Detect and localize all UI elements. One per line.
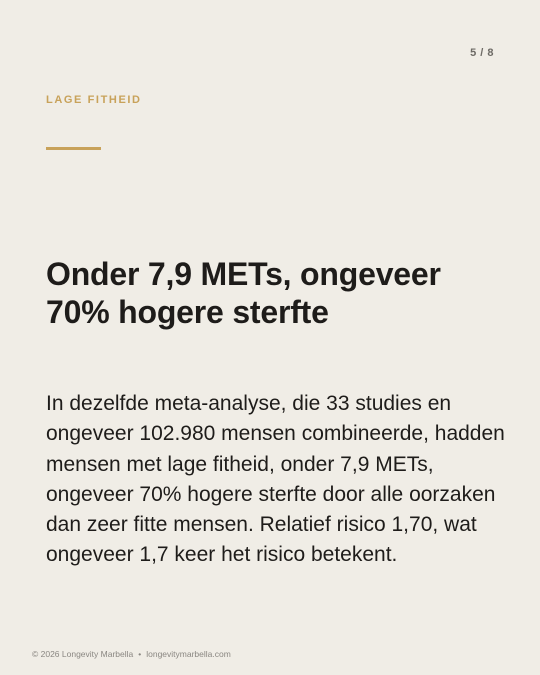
- footer-separator: •: [138, 649, 142, 659]
- section-eyebrow: LAGE FITHEID: [46, 94, 142, 106]
- page-counter: 5 / 8: [470, 47, 494, 59]
- accent-divider: [46, 147, 101, 150]
- slide-body: In dezelfde meta-analyse, die 33 studies en ongeveer 102.980 mensen combineerde, hadden mensen met lage fitheid, onder 7,9 METs, ongeveer 70% hogere sterfte door alle oorzaken dan zeer fitte mensen. Relatief risico 1,70, wat ongeveer 1,7 keer het risico betekent.: [46, 392, 505, 567]
- footer-copyright: © 2026 Longevity Marbella: [32, 649, 134, 659]
- footer: [32, 649, 231, 659]
- slide-headline: Onder 7,9 METs, ongeveer 70% hogere sterfte: [46, 256, 441, 330]
- footer-website-link[interactable]: longevitymarbella.com: [146, 649, 231, 659]
